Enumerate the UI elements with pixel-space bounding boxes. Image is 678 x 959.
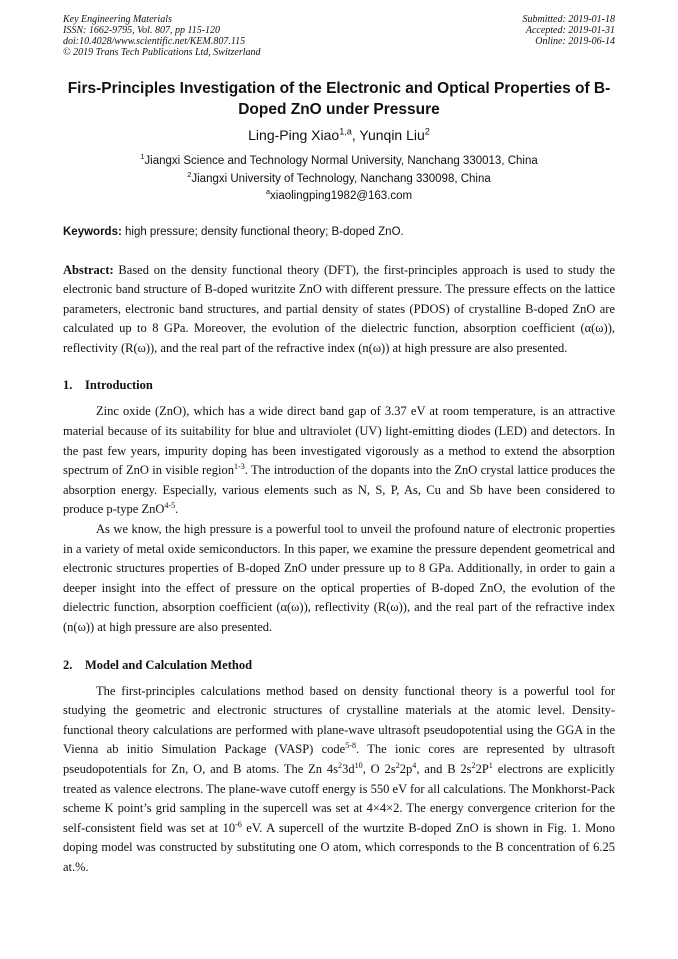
keywords-text: high pressure; density functional theory; B-doped ZnO. (121, 225, 404, 238)
journal-info (63, 14, 261, 58)
paragraph: As we know, the high pressure is a powerful tool to unveil the profound nature of electronic properties in a variety of metal oxide semiconductors. In this paper, we examine the pressure dependent geometrical and electronic structures properties of B-doped ZnO under pressure up to 8 GPa. Additionally, in order to gain a deeper insight into the effect of pressure on the optical properties of B-doped ZnO, the evolution of the dielectric function, absorption coefficient (α(ω)), reflectivity (R(ω)), and the real part of the refractive index (n(ω)) at high pressure are also presented. (63, 522, 615, 634)
affiliations (63, 153, 615, 206)
superscript: -6 (235, 819, 242, 829)
text-run: , and B 2s (416, 761, 472, 776)
text-run: . (175, 502, 179, 517)
section-heading-model (63, 656, 615, 674)
text-run: . The introduction of the dopants into the ZnO crystal lattice produces the absorption energy. Especially, various elements such as N, S, P, As, Cu and Sb have been considered to produce p-type ZnO (63, 463, 615, 517)
section-title: Introduction (85, 378, 153, 393)
text-run: Zinc oxide (ZnO), which has a wide direct band gap of 3.37 eV at room temperature, is an attractive material because of its suitability for blue and ultraviolet (UV) light-emitting diodes (LED) and detectors. In the past few years, impurity doping has been investigated vigorously as a method to extend the absorption spectrum of ZnO in visible region (63, 404, 615, 478)
superscript: 2 (471, 760, 476, 770)
affil-text: Jiangxi Science and Technology Normal University, Nanchang 330013, China (144, 155, 538, 167)
text-run: 2P (475, 761, 489, 776)
submitted-date: Submitted: 2019-01-18 (522, 14, 615, 25)
abstract-text: Based on the density functional theory (DFT), the first-principles approach is used to study the electronic band structure of B-doped wuritzite ZnO with different pressure. The pressure effects on the lattice parameters, electronic band structures, and partial density of states (PDOS) of crystalline B-doped ZnO are calculated up to 8 GPa. Moreover, the evolution of the dielectric function, absorption coefficient (α(ω)), reflectivity (R(ω)), and the real part of the refractive index (n(ω)) at high pressure are also presented. (63, 262, 615, 355)
paper-page (63, 14, 615, 878)
section-heading-introduction (63, 376, 615, 394)
author-list (63, 126, 615, 144)
text-run: 3d (342, 761, 355, 776)
journal-name: Key Engineering Materials (63, 14, 172, 25)
text-run: 2p (399, 761, 413, 776)
text-run: . The ionic cores are represented by ultrasoft pseudopotentials for Zn, O, and B atoms. The Zn 4s (63, 742, 615, 776)
affil-text: Jiangxi University of Technology, Nanchang 330098, China (191, 172, 491, 185)
section-number: 1. (63, 378, 73, 393)
issn: ISSN: 1662-9795, Vol. 807, pp 115-120 (63, 25, 221, 36)
author-separator: , (351, 127, 360, 143)
text-run: electrons are explicitly treated as valence electrons. The plane-wave cutoff energy is 550 eV for all calculations. The Monkhorst-Pack scheme K point’s grid sampling in the supercell was set at 4×4×2. The energy convergence criterion for the self-consistent field was set at 10 (63, 761, 615, 835)
paragraph (63, 402, 615, 520)
author-name: Yunqin Liu (359, 127, 425, 143)
paper-title: Firs-Principles Investigation of the Electronic and Optical Properties of B-Doped ZnO under Pressure (67, 80, 611, 118)
keywords-label: Keywords: (63, 225, 122, 238)
citation: 4-5 (164, 501, 176, 511)
superscript: 10 (354, 760, 363, 770)
text-run: eV. A supercell of the wurtzite B-doped ZnO is shown in Fig. 1. Mono doping model was constructed by substituting one O atom, which corresponds to the B concentration of 6.25 at.%. (63, 820, 615, 874)
section-title: Model and Calculation Method (85, 657, 253, 672)
superscript: 2 (338, 760, 343, 770)
copyright: © 2019 Trans Tech Publications Ltd, Switzerland (63, 47, 261, 58)
author-name: Ling-Ping Xiao (248, 127, 340, 143)
keywords (63, 224, 615, 240)
paragraph (63, 682, 615, 878)
online-date: Online: 2019-06-14 (535, 36, 615, 47)
text-run: , O 2s (362, 761, 396, 776)
author-email (63, 188, 615, 206)
superscript: 2 (395, 760, 400, 770)
author-affil-mark: 2 (424, 126, 430, 137)
superscript: 4 (412, 760, 417, 770)
abstract (63, 261, 615, 359)
section-number: 2. (63, 657, 73, 672)
dates-info (523, 14, 616, 58)
journal-header (63, 14, 615, 58)
text-run: The first-principles calculations method based on density functional theory is a powerful tool for studying the geometric and electronic structures of crystalline materials at the atomic level. Density-functional theory calculations are performed with plane-wave ultrasoft pseudopotential using the GGA in the Vienna ab initio Simulation Package (VASP) code (63, 683, 615, 757)
email-link[interactable]: xiaolingping1982@163.com (270, 190, 413, 202)
affil-mark: 1 (140, 152, 145, 162)
affiliation-1 (63, 153, 615, 171)
citation: 5-8 (345, 741, 357, 751)
doi: doi:10.4028/www.scientific.net/KEM.807.115 (63, 36, 246, 47)
email-mark: a (265, 187, 271, 197)
affil-mark: 2 (187, 169, 192, 179)
author-affil-mark: 1,a (339, 126, 352, 137)
accepted-date: Accepted: 2019-01-31 (525, 25, 615, 36)
superscript: 1 (488, 760, 493, 770)
abstract-label: Abstract: (63, 262, 114, 277)
affiliation-2 (63, 171, 615, 189)
citation: 1-3 (233, 462, 245, 472)
